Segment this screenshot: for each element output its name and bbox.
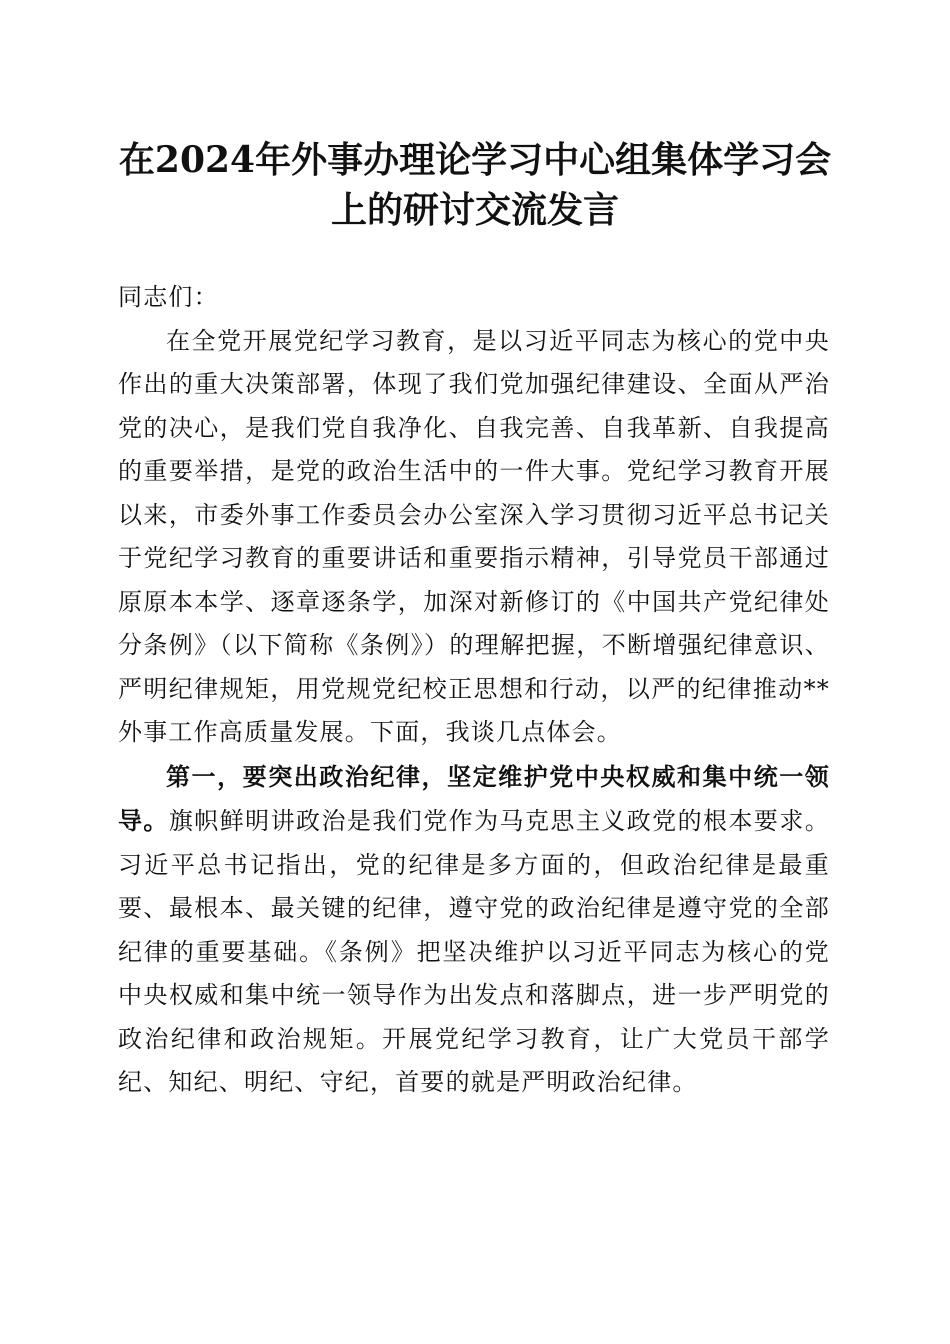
title-line-1: 在2024年外事办理论学习中心组集体学习会 [118,139,832,181]
paragraph-1: 在全党开展党纪学习教育，是以习近平同志为核心的党中央作出的重大决策部署，体现了我们党加强纪律建设、全面从严治党的决心，是我们党自我净化、自我完善、自我革新、自我提高的重要举措，是党的政治生活中的一件大事。党纪学习教育开展以来，市委外事工作委员会办公室深入学习贯彻习近平总书记关于党纪学习教育的重要讲话和重要指示精神，引导党员干部通过原原本本学、逐章逐条学，加深对新修订的《中国共产党纪律处分条例》（以下简称《条例》）的理解把握，不断增强纪律意识、严明纪律规矩，用党规党纪校正思想和行动，以严的纪律推动**外事工作高质量发展。下面，我谈几点体会。 [118,326,830,746]
paragraph-2-body: 旗帜鲜明讲政治是我们党作为马克思主义政党的根本要求。习近平总书记指出，党的纪律是多方面的，但政治纪律是最重要、最根本、最关键的纪律，遵守党的政治纪律是遵守党的全部纪律的重要基础。《条例》把坚决维护以习近平同志为核心的党中央权威和集中统一领导作为出发点和落脚点，进一步严明党的政治纪律和政治规矩。开展党纪学习教育，让广大党员干部学纪、知纪、明纪、守纪，首要的就是严明政治纪律。 [118,807,830,1096]
document-title [110,135,840,235]
document-body [118,276,830,1105]
paragraph-2-lead: 第一，要突出政治纪律，坚定维护党中央权威和集中统一领导。 [118,761,830,835]
salutation: 同志们： [118,283,219,311]
title-line-2: 上的研讨交流发言 [330,189,619,231]
paragraph-2 [118,755,830,1105]
